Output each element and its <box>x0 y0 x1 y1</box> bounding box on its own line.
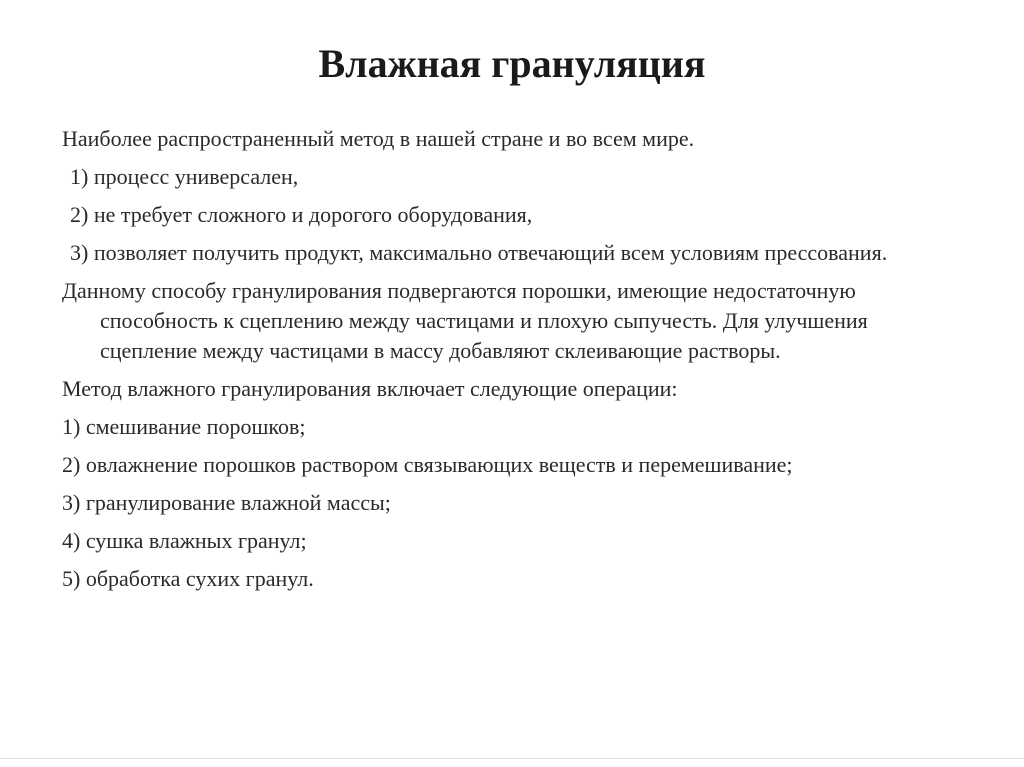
advantage-item-1: 1) процесс универсален, <box>70 164 299 189</box>
bottom-divider <box>0 758 1024 759</box>
powders-paragraph: Данному способу гранулирования подвергаются порошки, имеющие недостаточную способность к сцеплению между частицами и плохую сыпучесть. Для улучшения сцепление между частицами в массу добавляют склеивающие растворы. <box>62 278 868 363</box>
operation-item-2: 2) овлажнение порошков раствором связывающих веществ и перемешивание; <box>62 452 793 477</box>
operation-item-5: 5) обработка сухих гранул. <box>62 566 314 591</box>
operation-item-4: 4) сушка влажных гранул; <box>62 528 307 553</box>
operation-item-3: 3) гранулирование влажной массы; <box>62 490 391 515</box>
operations-intro: Метод влажного гранулирования включает следующие операции: <box>62 376 678 401</box>
advantage-item-3: 3) позволяет получить продукт, максимально отвечающий всем условиям прессования. <box>70 240 888 265</box>
advantage-item-2: 2) не требует сложного и дорогого оборудования, <box>70 202 533 227</box>
intro-paragraph: Наиболее распространенный метод в нашей стране и во всем мире. <box>62 126 695 151</box>
operation-item-1: 1) смешивание порошков; <box>62 414 306 439</box>
slide-body <box>62 124 962 602</box>
slide-title: Влажная грануляция <box>318 41 706 86</box>
